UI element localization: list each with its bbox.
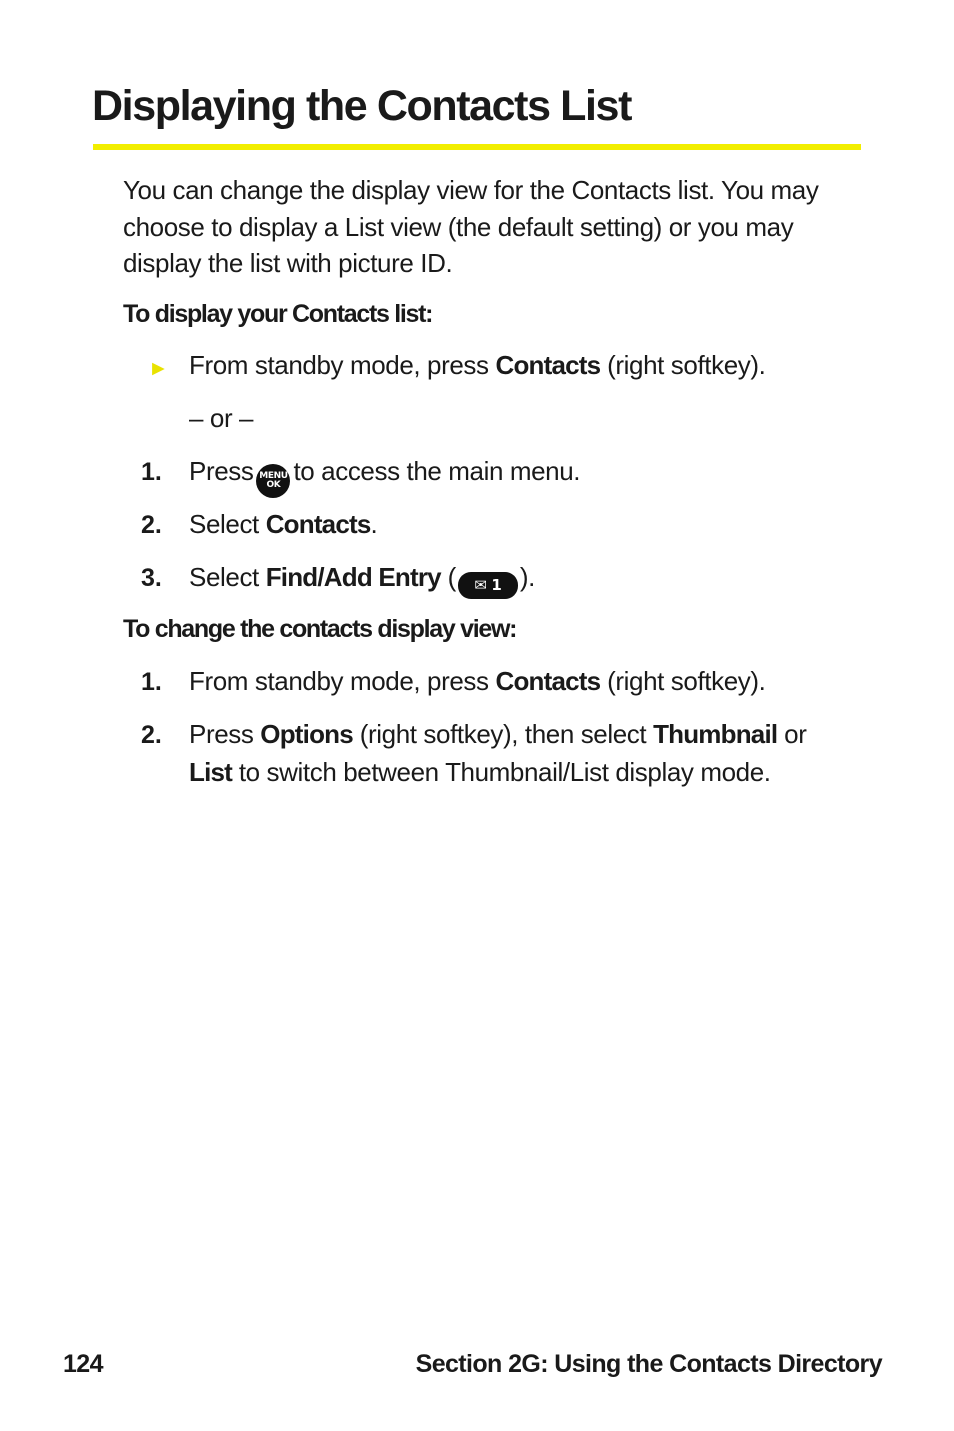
step-number: 2. bbox=[141, 721, 162, 749]
page-number: 124 bbox=[63, 1350, 103, 1378]
display-section-heading: To display your Contacts list: bbox=[123, 300, 433, 328]
display-bullet-step: From standby mode, press Contacts (right softkey). bbox=[189, 350, 766, 380]
envelope-icon: ✉ bbox=[474, 576, 487, 594]
display-step-2: Select Contacts. bbox=[189, 509, 378, 539]
key-1-icon: ✉ 1 bbox=[458, 572, 518, 599]
step-number: 1. bbox=[141, 458, 162, 486]
menu-ok-key-icon: MENU OK bbox=[256, 464, 290, 498]
section-footer: Section 2G: Using the Contacts Directory bbox=[415, 1350, 882, 1378]
step-number: 1. bbox=[141, 668, 162, 696]
change-step-2-line-2: List to switch between Thumbnail/List display mode. bbox=[189, 757, 771, 787]
bullet-arrow-icon: ► bbox=[148, 357, 169, 380]
page-title: Displaying the Contacts List bbox=[92, 82, 631, 130]
display-step-3: Select Find/Add Entry ( ✉ 1 ). bbox=[189, 562, 535, 599]
change-step-1: From standby mode, press Contacts (right softkey). bbox=[189, 666, 766, 696]
change-step-2-line-1: Press Options (right softkey), then select Thumbnail or bbox=[189, 719, 807, 749]
title-underline bbox=[93, 144, 861, 150]
intro-paragraph: You can change the display view for the Contacts list. You may choose to display a List view (the default setting) or you may display the list with picture ID. bbox=[123, 175, 819, 278]
display-step-1: Press MENU OK to access the main menu. bbox=[189, 456, 580, 498]
or-separator: – or – bbox=[189, 403, 254, 433]
change-section-heading: To change the contacts display view: bbox=[123, 615, 517, 643]
step-number: 3. bbox=[141, 564, 162, 592]
step-number: 2. bbox=[141, 511, 162, 539]
